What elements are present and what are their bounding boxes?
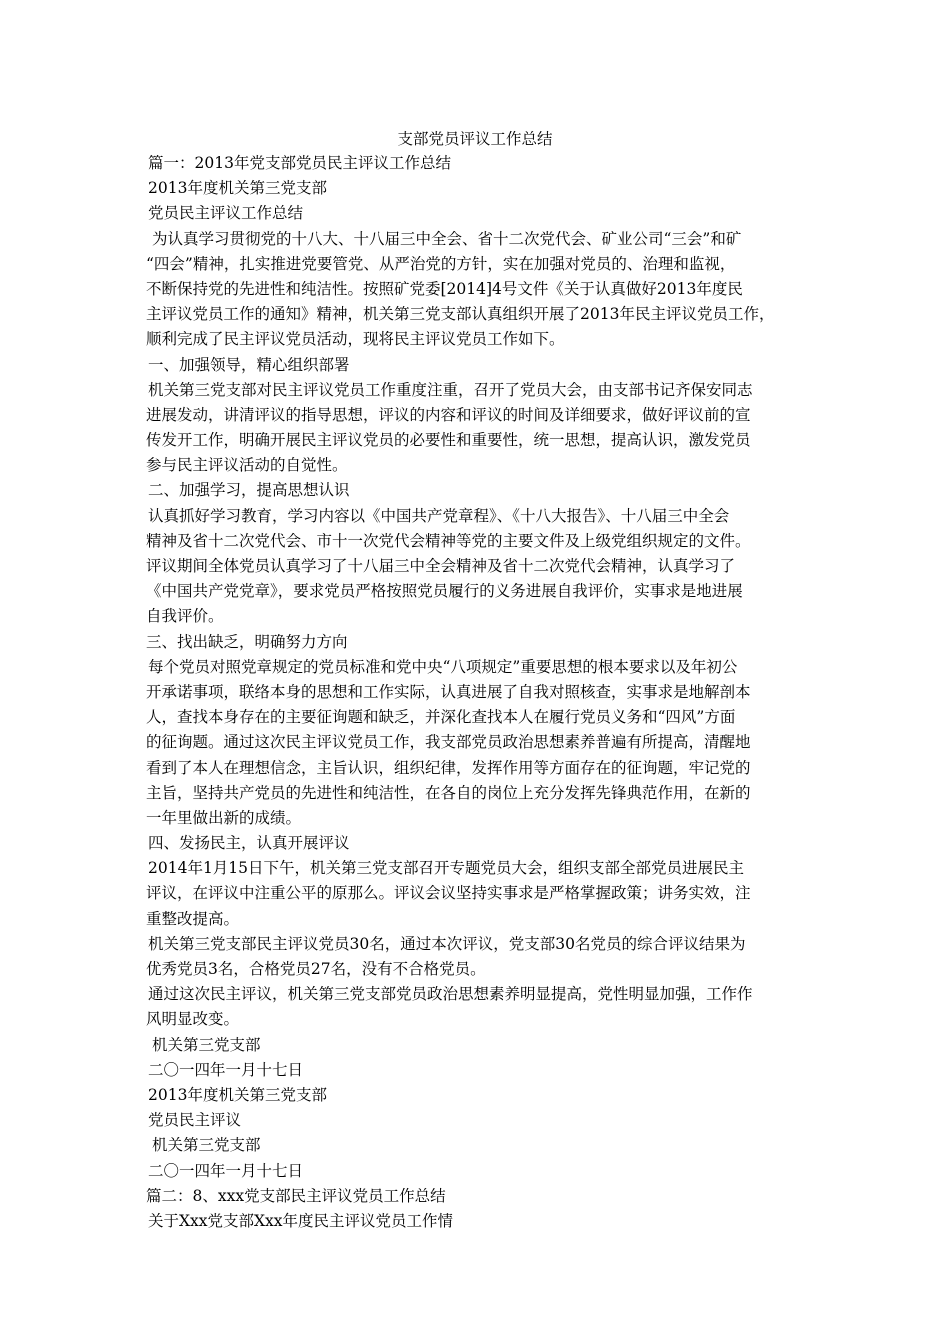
text-line: 为认真学习贯彻党的十八大、十八届三中全会、省十二次党代会、矿业公司“三会”和矿 <box>152 229 742 248</box>
text-line: 关于Xxx党支部Xxx年度民主评议党员工作情 <box>148 1211 454 1230</box>
text-line: 顺利完成了民主评议党员活动，现将民主评议党员工作如下。 <box>146 330 565 349</box>
text-line: 党员民主评议工作总结 <box>148 204 304 223</box>
text-line: “四会”精神，扎实推进党要管党、从严治党的方针，实在加强对党员的、治理和监视， <box>146 254 736 273</box>
text-line: 《中国共产党党章》，要求党员严格按照党员履行的义务进展自我评价，实事求是地进展 <box>146 582 743 601</box>
text-line: 2013年度机关第三党支部 <box>148 1085 327 1104</box>
text-line: 一、加强领导，精心组织部署 <box>148 355 350 374</box>
text-line: 2014年1月15日下午，机关第三党支部召开专题党员大会，组织支部全部党员进展民主 <box>148 859 745 878</box>
text-line: 不断保持党的先进性和纯洁性。按照矿党委[2014]4号文件《关于认真做好2013年度民 <box>146 279 743 298</box>
text-line: 篇二：8、xxx党支部民主评议党员工作总结 <box>146 1186 446 1205</box>
text-line: 开承诺事项，联络本身的思想和工作实际，认真进展了自我对照核查，实事求是地解剖本 <box>146 682 751 701</box>
text-line: 二、加强学习，提高思想认识 <box>148 481 350 500</box>
text-line: 风明显改变。 <box>146 1010 240 1029</box>
text-line: 自我评价。 <box>146 607 224 626</box>
text-line: 党员民主评议 <box>148 1111 242 1130</box>
text-line: 优秀党员3名，合格党员27名，没有不合格党员。 <box>146 960 486 978</box>
text-line: 主旨，坚持共产党员的先进性和纯洁性，在各自的岗位上充分发挥先锋典范作用，在新的 <box>146 783 751 802</box>
text-line: 三、找出缺乏，明确努力方向 <box>146 632 348 651</box>
text-line: 二〇一四年一月十七日 <box>148 1161 304 1180</box>
text-line: 篇一：2013年党支部党员民主评议工作总结 <box>148 154 451 172</box>
text-line: 四、发扬民主，认真开展评议 <box>148 834 350 853</box>
text-line: 进展发动，讲清评议的指导思想，评议的内容和评议的时间及详细要求，做好评议前的宣 <box>146 405 751 424</box>
text-line: 传发开工作，明确开展民主评议党员的必要性和重要性，统一思想，提高认识，激发党员 <box>146 431 751 450</box>
text-line: 通过这次民主评议，机关第三党支部党员政治思想素养明显提高，党性明显加强，工作作 <box>148 985 753 1004</box>
text-line: 机关第三党支部对民主评议党员工作重度注重，召开了党员大会，由支部书记齐保安同志 <box>148 380 753 399</box>
text-line: 人，查找本身存在的主要征询题和缺乏，并深化查找本人在履行党员义务和“四风”方面 <box>146 708 736 727</box>
text-line: 机关第三党支部民主评议党员30名，通过本次评议，党支部30名党员的综合评议结果为 <box>148 934 746 953</box>
text-line: 参与民主评议活动的自觉性。 <box>146 456 348 475</box>
text-line: 主评议党员工作的通知》精神，机关第三党支部认真组织开展了2013年民主评议党员工作， <box>146 305 775 324</box>
text-line: 每个党员对照党章规定的党员标准和党中央“八项规定”重要思想的根本要求以及年初公 <box>148 657 738 676</box>
text-line: 评议，在评议中注重公平的原那么。评议会议坚持实事求是严格掌握政策；讲务实效，注 <box>146 884 751 903</box>
text-line: 认真抓好学习教育，学习内容以《中国共产党章程》、《十八大报告》、十八届三中全会 <box>148 506 730 525</box>
text-line: 机关第三党支部 <box>152 1035 261 1054</box>
text-line: 机关第三党支部 <box>152 1136 261 1155</box>
text-line: 重整改提高。 <box>146 909 240 928</box>
text-line: 的征询题。通过这次民主评议党员工作，我支部党员政治思想素养普遍有所提高，清醒地 <box>146 733 751 752</box>
document-title: 支部党员评议工作总结 <box>397 130 553 148</box>
document-body <box>146 151 812 1234</box>
text-line: 评议期间全体党员认真学习了十八届三中全会精神及省十二次党代会精神，认真学习了 <box>146 557 736 575</box>
text-line: 2013年度机关第三党支部 <box>148 179 327 198</box>
text-line: 二〇一四年一月十七日 <box>148 1060 304 1079</box>
text-line: 看到了本人在理想信念，主旨认识，组织纪律，发挥作用等方面存在的征询题，牢记党的 <box>146 758 751 777</box>
text-line: 精神及省十二次党代会、市十一次党代会精神等党的主要文件及上级党组织规定的文件。 <box>146 531 751 550</box>
text-line: 一年里做出新的成绩。 <box>146 808 302 827</box>
